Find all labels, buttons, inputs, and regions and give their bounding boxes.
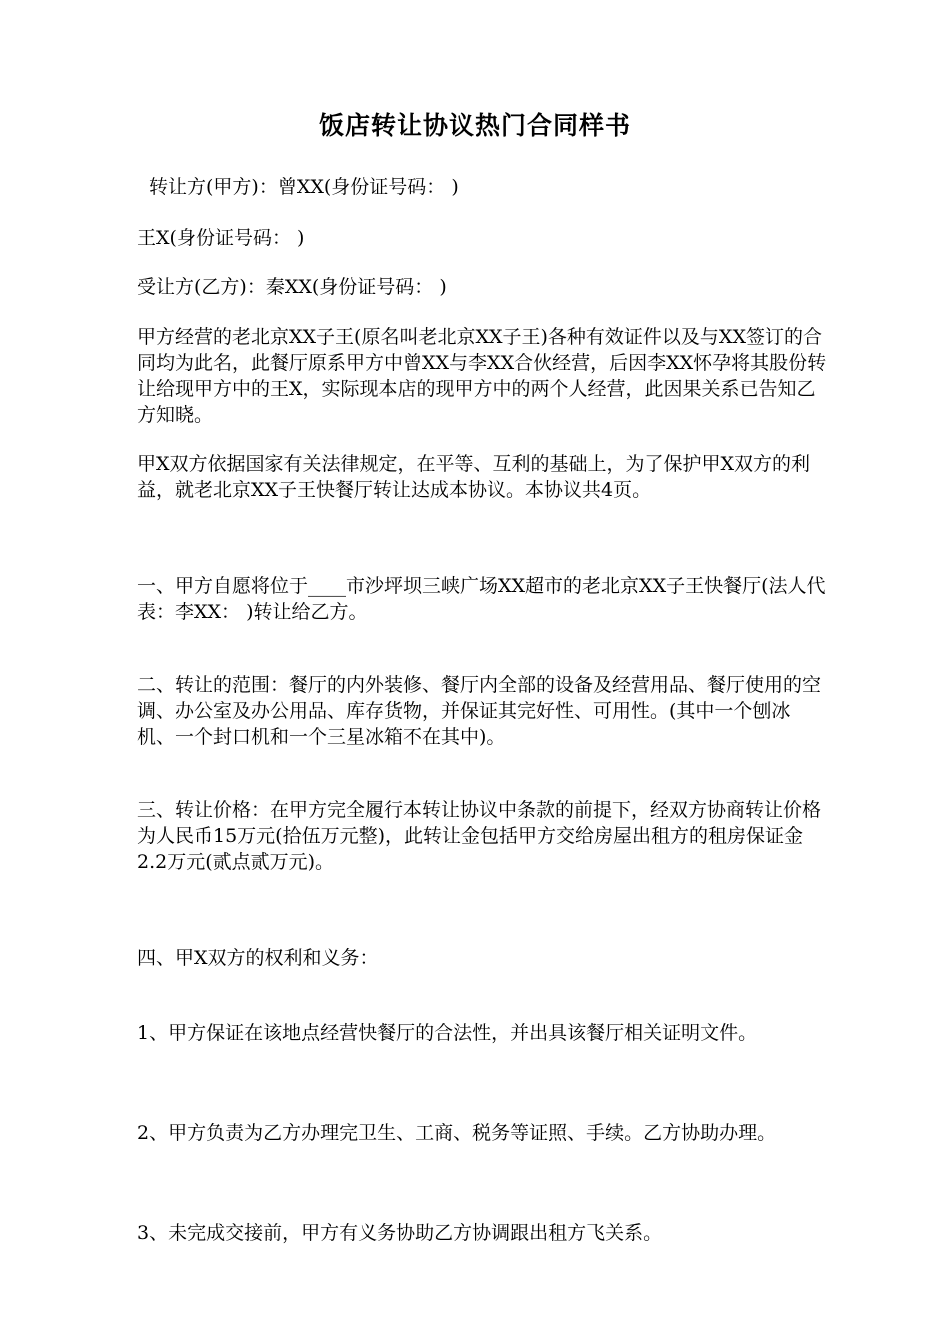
clause-4-heading: 四、甲X双方的权利和义务：	[137, 947, 379, 969]
clause-1-transfer: 一、甲方自愿将位于____市沙坪坝三峡广场XX超市的老北京XX子王快餐厅(法人代表：李XX： )转让给乙方。	[137, 575, 826, 623]
transferee-line: 受让方(乙方)：秦XX(身份证号码： )	[137, 276, 447, 298]
transferor-line: 转让方(甲方)：曾XX(身份证号码： )	[149, 176, 459, 198]
purpose-paragraph: 甲X双方依据国家有关法律规定，在平等、互利的基础上，为了保护甲X双方的利益，就老北京XX子王快餐厅转让达成本协议。本协议共4页。	[137, 453, 811, 501]
clause-3-price: 三、转让价格：在甲方完全履行本转让协议中条款的前提下，经双方协商转让价格为人民币15万元(拾伍万元整)，此转让金包括甲方交给房屋出租方的租房保证金 2.2万元(贰点贰万元)。	[137, 799, 822, 873]
clause-2-scope: 二、转让的范围：餐厅的内外装修、餐厅内全部的设备及经营用品、餐厅使用的空调、办公室及办公用品、库存货物，并保证其完好性、可用性。(其中一个刨冰机、一个封口机和一个三星冰箱不在其中)。	[137, 674, 822, 748]
transferor-second-party-line: 王X(身份证号码： )	[137, 227, 305, 249]
obligation-3: 3、未完成交接前，甲方有义务协助乙方协调跟出租方飞关系。	[137, 1222, 663, 1244]
obligation-2: 2、甲方负责为乙方办理完卫生、工商、税务等证照、手续。乙方协助办理。	[137, 1122, 777, 1144]
obligation-1: 1、甲方保证在该地点经营快餐厅的合法性，并出具该餐厅相关证明文件。	[137, 1022, 758, 1044]
background-paragraph: 甲方经营的老北京XX子王(原名叫老北京XX子王)各种有效证件以及与XX签订的合同均为此名，此餐厅原系甲方中曾XX与李XX合伙经营，后因李XX怀孕将其股份转让给现甲方中的王X，实际现本店的现甲方中的两个人经营，此因果关系已告知乙方知晓。	[137, 326, 827, 426]
document-title: 饭店转让协议热门合同样书	[318, 111, 631, 140]
